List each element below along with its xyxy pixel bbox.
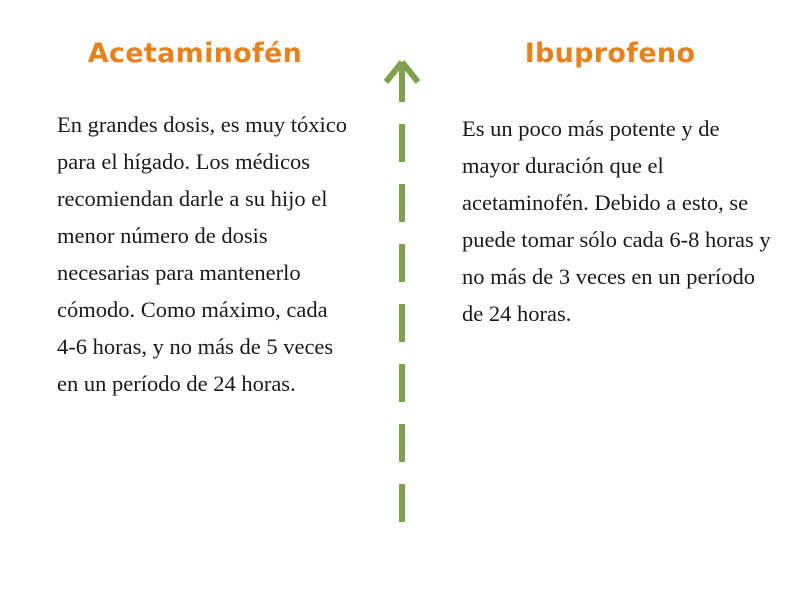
column-title-acetaminofen: Acetaminofén xyxy=(87,38,303,69)
column-title-ibuprofeno: Ibuprofeno xyxy=(524,38,696,69)
column-body-acetaminofen: En grandes dosis, es muy tóxico para el hígado. Los médicos recomiendan darle a su hijo el menor número de dosis necesarias para mantenerlo cómodo. Como máximo, cada 4-6 horas, y no más de 5 veces en un período de 24 horas. xyxy=(57,112,353,396)
column-body-ibuprofeno: Es un poco más potente y de mayor duración que el acetaminofén. Debido a esto, se puede tomar sólo cada 6-8 horas y no más de 3 veces en un período de 24 horas. xyxy=(462,116,777,326)
column-ibuprofeno xyxy=(450,0,777,600)
column-acetaminofen xyxy=(40,0,353,600)
dashed-up-arrow-icon xyxy=(382,40,422,540)
